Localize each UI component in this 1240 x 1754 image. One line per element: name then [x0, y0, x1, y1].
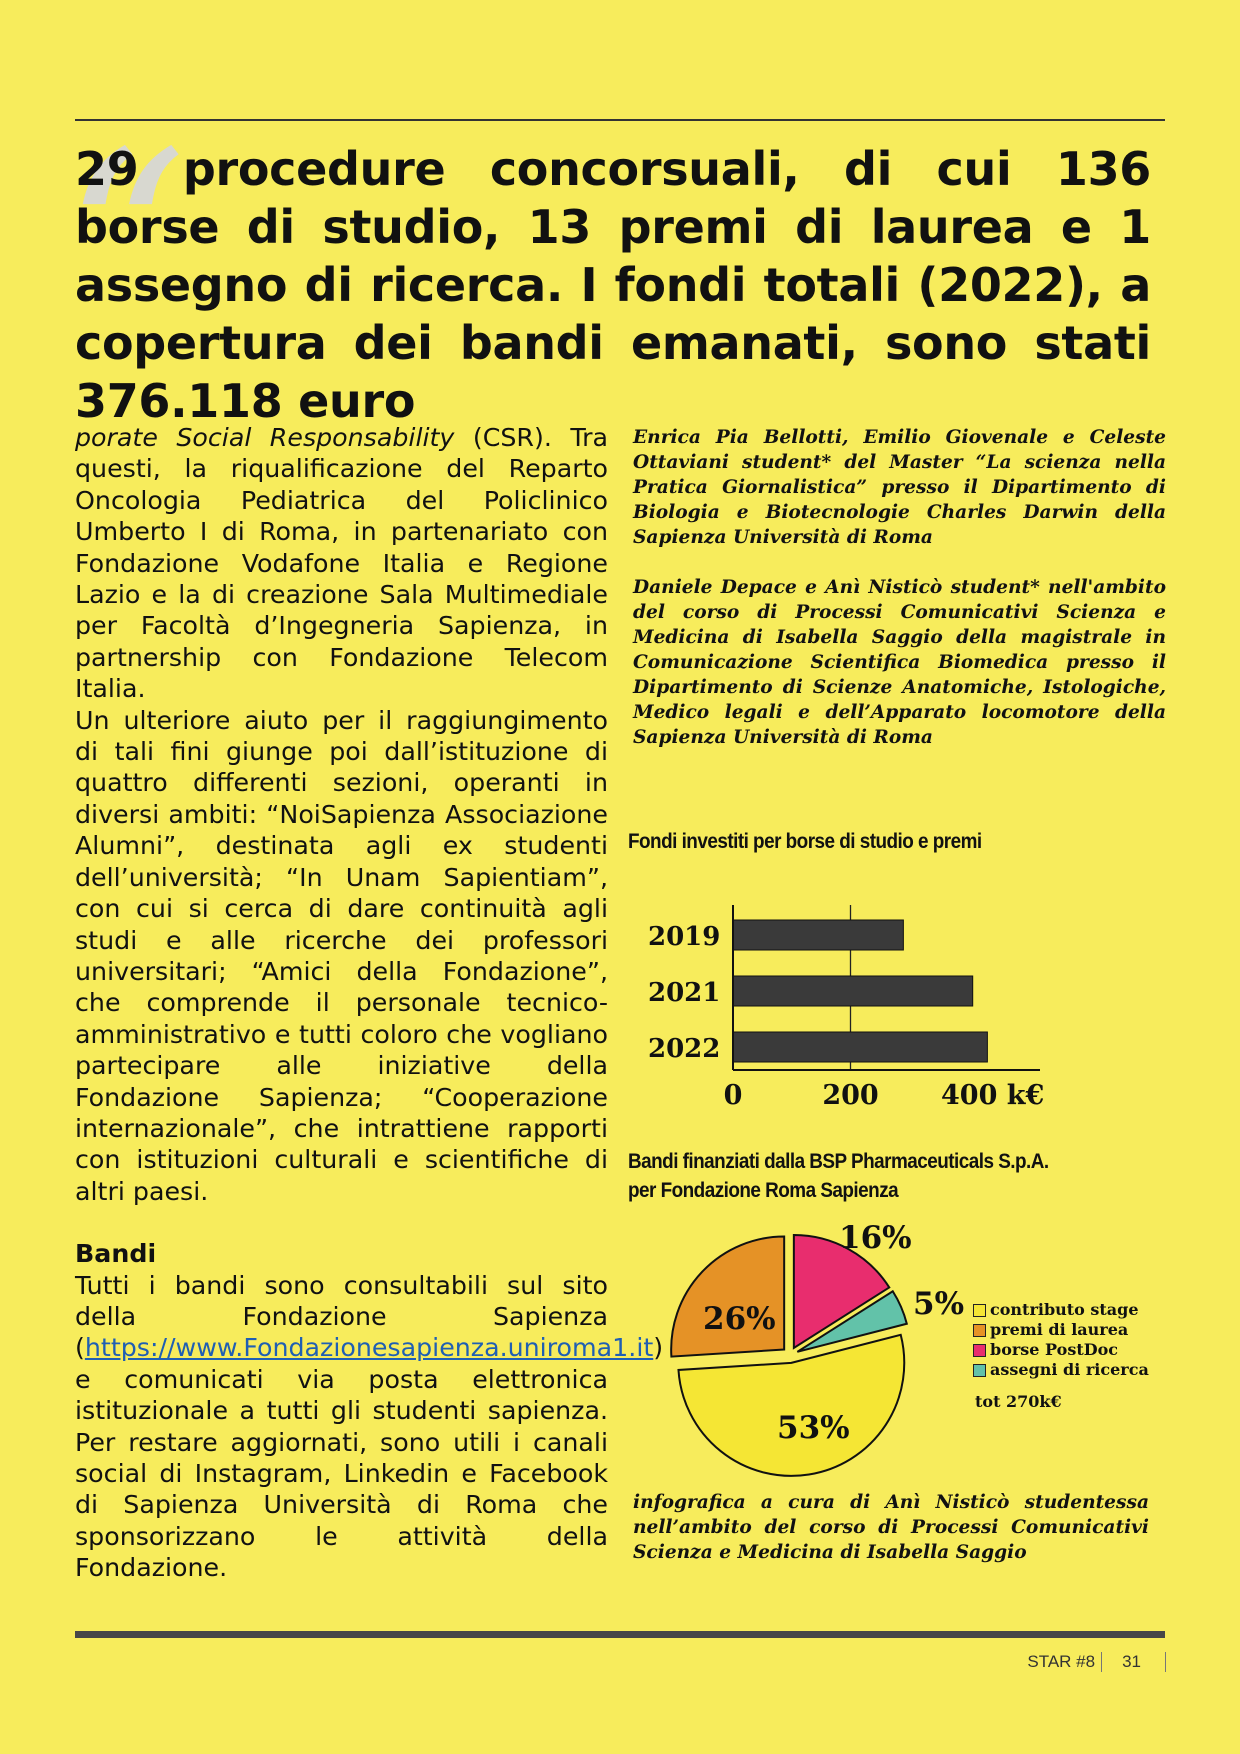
- pie-slice-premi-di-laurea: [671, 1237, 784, 1357]
- bar-chart: [640, 890, 1060, 1120]
- bandi-heading: Bandi: [75, 1239, 157, 1269]
- x-tick-label: 400 k€: [941, 1080, 1045, 1111]
- pie-chart-title: [628, 1147, 1049, 1205]
- legend-label: premi di laurea: [990, 1320, 1129, 1339]
- legend-label: borse PostDoc: [990, 1340, 1119, 1359]
- legend-label: assegni di ricerca: [990, 1360, 1149, 1379]
- paragraph-bandi: [75, 1270, 664, 1584]
- author-credits: [633, 425, 1166, 775]
- page-footer: [1027, 1652, 1166, 1672]
- footer-separator-right: [1165, 1652, 1166, 1672]
- credits-master: Enrica Pia Bellotti, Emilio Giovenale e Celeste Ottaviani student* del Master “La scienza nella Pratica Giornalistica” presso il Dipartimento di Biologia e Biotecnologie Charles Darwin della Sapienza Università di Roma: [633, 427, 1166, 548]
- bandi-text-after: ) e comunicati via posta elettronica istituzionale a tutti gli studenti sapienza. Per restare aggiornati, sono utili i canali social di Instagram, Linkedin e Facebook di Sapienza Università di Roma che sponsorizzano le attività della Fondazione.: [75, 1333, 664, 1583]
- pie-label-assegni-di-ricerca: 5%: [913, 1286, 965, 1322]
- x-tick-label: 0: [723, 1080, 743, 1111]
- pull-quote-headline: 29 procedure concorsuali, di cui 136 borse di studio, 13 premi di laurea e 1 assegno di ricerca. I fondi totali (2022), a copertura dei bandi emanati, sono stati 376.118 euro: [75, 142, 1151, 428]
- pie-slice-contributo-stage: [678, 1335, 904, 1476]
- top-rule: [75, 119, 1165, 121]
- fondazione-link[interactable]: https://www.Fondazionesapienza.uniroma1.it: [84, 1333, 654, 1363]
- credits-corso: Daniele Depace e Anì Nisticò student* nell'ambito del corso di Processi Comunicativi Scienza e Medicina di Isabella Saggio della magistrale in Comunicazione Scientifica Biomedica presso il Dipartimento di Scienze Anatomiche, Istologiche, Medico legali e dell’Apparato locomotore della Sapienza Università di Roma: [633, 577, 1166, 748]
- bar-label-2021: 2021: [648, 978, 721, 1008]
- pie-chart-title-line1: Bandi finanziati dalla BSP Pharmaceuticals S.p.A.: [628, 1149, 1049, 1173]
- pie-total: tot 270k€: [975, 1392, 1062, 1411]
- pie-label-premi-di-laurea: 26%: [703, 1301, 776, 1337]
- paragraph-csr: [75, 422, 608, 705]
- bar-2021: [733, 976, 973, 1006]
- bar-2019: [733, 920, 903, 950]
- legend-swatch: [973, 1364, 986, 1377]
- pie-label-borse-PostDoc: 16%: [839, 1220, 912, 1256]
- left-column: [75, 422, 664, 1584]
- bandi-text-before: Tutti i bandi sono consultabili sul sito della Fondazione Sapienza (: [75, 1270, 608, 1363]
- pie-legend: [973, 1300, 1149, 1380]
- paragraph-sezioni: Un ulteriore aiuto per il raggiungimento di tali fini giunge poi dall’istituzione di quattro differenti sezioni, operanti in diversi ambiti: “NoiSapienza Associazione Alumni”, destinata agli ex studenti dell’università; “In Unam Sapientiam”, con cui si cerca di dare continuità agli studi e alle ricerche dei professori universitari; “Amici della Fondazione”, che comprende il personale tecnico-amministrativo e tutti coloro che vogliano partecipare alle iniziative della Fondazione Sapienza; “Cooperazione internazionale”, che intrattiene rapporti con istituzioni culturali e scientifiche di altri paesi.: [75, 705, 608, 1206]
- legend-item: [973, 1320, 1149, 1340]
- legend-item: [973, 1360, 1149, 1380]
- legend-item: [973, 1300, 1149, 1320]
- pie-chart-title-line2: per Fondazione Roma Sapienza: [628, 1178, 899, 1202]
- legend-swatch: [973, 1304, 986, 1317]
- bar-label-2022: 2022: [648, 1034, 721, 1064]
- csr-text: (CSR). Tra questi, la riqualificazione del Reparto Oncologia Pediatrica del Policlinico Umberto I di Roma, in partenariato con Fondazione Vodafone Italia e Regione Lazio e la di creazione Sala Multimediale per Facoltà d’Ingegneria Sapienza, in partnership con Fondazione Telecom Italia.: [75, 423, 608, 704]
- legend-swatch: [973, 1344, 986, 1357]
- bar-2022: [733, 1032, 987, 1062]
- bar-chart-title: Fondi investiti per borse di studio e premi: [628, 829, 982, 853]
- magazine-issue: STAR #8: [1027, 1652, 1096, 1671]
- infographic-credit: infografica a cura di Anì Nisticò studentessa nell’ambito del corso di Processi Comunicativi Scienza e Medicina di Isabella Saggio: [633, 1492, 1149, 1563]
- legend-item: [973, 1340, 1149, 1360]
- bottom-rule: [75, 1631, 1165, 1638]
- x-tick-label: 200: [822, 1080, 879, 1111]
- csr-italic: porate Social Responsability: [75, 423, 455, 452]
- pie-chart: [660, 1225, 920, 1485]
- quote-mark-icon: “: [64, 100, 187, 380]
- legend-label: contributo stage: [990, 1300, 1139, 1319]
- footer-separator: [1101, 1652, 1102, 1672]
- legend-swatch: [973, 1324, 986, 1337]
- pie-label-contributo-stage: 53%: [777, 1410, 850, 1446]
- spacer: [75, 1207, 608, 1238]
- page-number: 31: [1122, 1652, 1141, 1671]
- bar-label-2019: 2019: [648, 922, 721, 952]
